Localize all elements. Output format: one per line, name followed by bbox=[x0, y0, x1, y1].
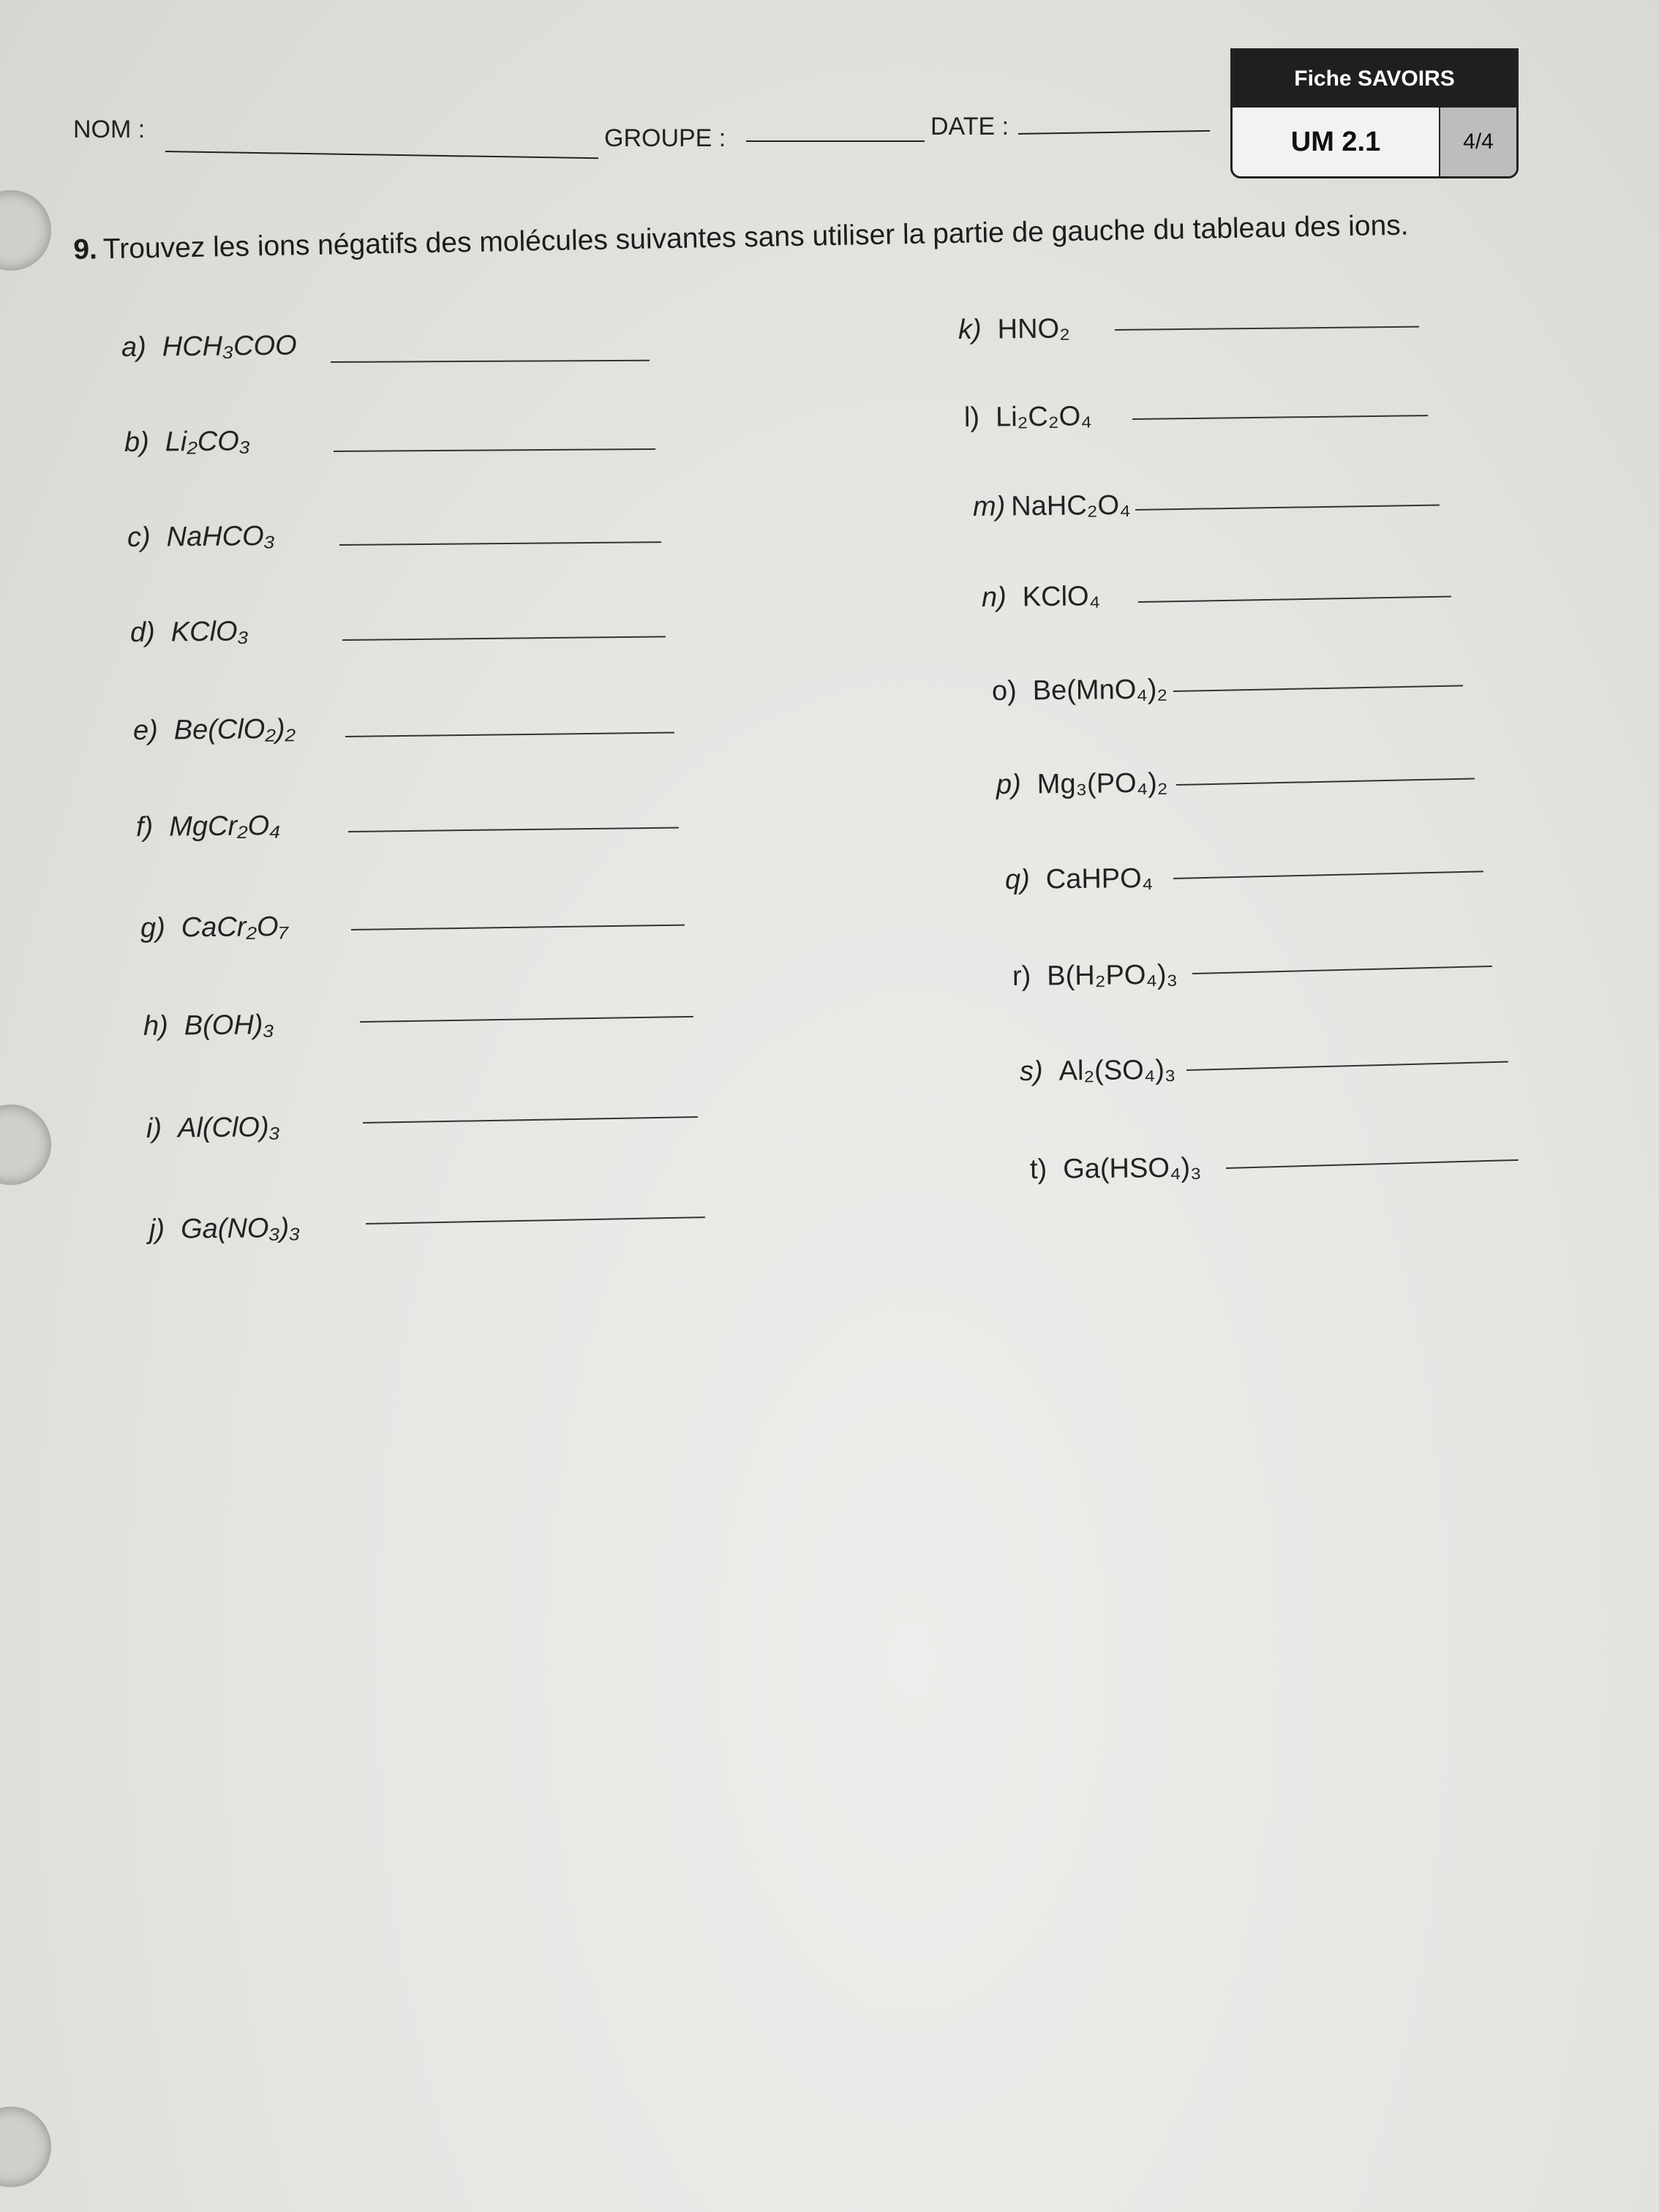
item-label: m) bbox=[972, 491, 1006, 522]
item-label: p) bbox=[996, 769, 1022, 800]
item-formula: Al₂(SO₄)₃ bbox=[1058, 1054, 1176, 1087]
answer-line-f[interactable] bbox=[348, 827, 679, 832]
item-e bbox=[133, 714, 296, 747]
item-c bbox=[127, 521, 275, 554]
item-label: h) bbox=[143, 1010, 169, 1042]
answer-line-g[interactable] bbox=[351, 925, 685, 930]
item-formula: Al(ClO)₃ bbox=[177, 1112, 280, 1144]
answer-line-c[interactable] bbox=[339, 541, 661, 546]
item-m bbox=[973, 490, 1131, 523]
answer-line-j[interactable] bbox=[366, 1216, 705, 1224]
answer-line-h[interactable] bbox=[360, 1016, 693, 1023]
item-label: s) bbox=[1019, 1056, 1043, 1087]
answer-line-k[interactable] bbox=[1115, 326, 1419, 331]
item-label: j) bbox=[148, 1214, 165, 1245]
item-o bbox=[992, 674, 1168, 707]
item-formula: Be(ClO₂)₂ bbox=[173, 713, 296, 746]
answer-line-o[interactable] bbox=[1173, 685, 1463, 692]
item-label: n) bbox=[981, 582, 1007, 613]
item-formula: Li₂CO₃ bbox=[165, 426, 251, 458]
item-h bbox=[143, 1009, 274, 1042]
item-formula: Be(MnO₄)₂ bbox=[1032, 674, 1168, 707]
answer-line-d[interactable] bbox=[342, 636, 666, 641]
badge-page: 4/4 bbox=[1439, 108, 1516, 176]
item-label: e) bbox=[132, 715, 159, 746]
item-formula: B(OH)₃ bbox=[184, 1009, 274, 1042]
binder-hole-top bbox=[0, 190, 51, 271]
item-t bbox=[1030, 1153, 1202, 1186]
badge-code: UM 2.1 bbox=[1290, 126, 1381, 157]
item-label: c) bbox=[127, 522, 151, 553]
item-formula: HCH₃COO bbox=[162, 330, 297, 363]
item-label: d) bbox=[129, 617, 156, 648]
item-formula: HNO₂ bbox=[997, 313, 1071, 345]
answer-line-r[interactable] bbox=[1192, 966, 1492, 974]
answer-line-n[interactable] bbox=[1138, 596, 1451, 603]
item-n bbox=[982, 581, 1101, 614]
item-label: q) bbox=[1004, 864, 1031, 895]
item-formula: Li₂C₂O₄ bbox=[995, 401, 1092, 433]
item-a bbox=[121, 330, 297, 364]
answer-line-b[interactable] bbox=[334, 448, 655, 452]
date-line[interactable] bbox=[1018, 130, 1210, 135]
item-formula: Ga(NO₃)₃ bbox=[180, 1212, 301, 1245]
question-number: 9. bbox=[73, 233, 98, 266]
item-label: k) bbox=[958, 314, 982, 345]
groupe-line[interactable] bbox=[746, 140, 925, 142]
item-label: o) bbox=[991, 675, 1017, 707]
answer-line-i[interactable] bbox=[363, 1116, 698, 1124]
item-g bbox=[140, 911, 288, 944]
question-text: Trouvez les ions négatifs des molécules suivantes sans utiliser la partie de gauche du tableau des ions. bbox=[102, 209, 1409, 266]
item-label: i) bbox=[146, 1113, 162, 1144]
item-label: r) bbox=[1012, 960, 1031, 992]
nom-label: NOM : bbox=[73, 116, 146, 143]
item-k bbox=[958, 313, 1070, 346]
item-formula: NaHC₂O₄ bbox=[1011, 489, 1131, 522]
groupe-label: GROUPE : bbox=[604, 124, 726, 152]
item-j bbox=[149, 1213, 301, 1246]
item-b bbox=[124, 426, 250, 459]
badge-bottom bbox=[1233, 108, 1516, 176]
answer-line-t[interactable] bbox=[1226, 1159, 1519, 1169]
item-formula: KClO₄ bbox=[1022, 581, 1101, 613]
answer-line-q[interactable] bbox=[1173, 870, 1483, 879]
item-p bbox=[996, 768, 1168, 801]
item-label: a) bbox=[121, 331, 147, 363]
answer-line-a[interactable] bbox=[331, 360, 650, 363]
date-label: DATE : bbox=[930, 113, 1009, 140]
binder-hole-bottom bbox=[0, 2107, 51, 2187]
answer-line-p[interactable] bbox=[1176, 778, 1475, 786]
answer-line-s[interactable] bbox=[1186, 1061, 1508, 1071]
item-label: f) bbox=[135, 811, 154, 843]
item-formula: Ga(HSO₄)₃ bbox=[1062, 1152, 1202, 1185]
nom-line[interactable] bbox=[165, 151, 598, 159]
answer-line-m[interactable] bbox=[1135, 504, 1440, 511]
badge-title: Fiche SAVOIRS bbox=[1233, 50, 1516, 108]
answer-line-l[interactable] bbox=[1132, 415, 1428, 420]
item-formula: MgCr₂O₄ bbox=[168, 810, 281, 843]
item-label: l) bbox=[963, 402, 980, 433]
answer-line-e[interactable] bbox=[345, 732, 674, 737]
item-l bbox=[964, 401, 1092, 434]
item-formula: CaHPO₄ bbox=[1045, 862, 1154, 895]
item-formula: KClO₃ bbox=[170, 616, 249, 648]
item-label: b) bbox=[124, 426, 150, 458]
item-label: t) bbox=[1029, 1154, 1047, 1185]
item-formula: B(H₂PO₄)₃ bbox=[1047, 959, 1178, 992]
item-d bbox=[130, 616, 249, 649]
question-9 bbox=[73, 207, 1536, 266]
item-f bbox=[136, 810, 281, 843]
item-i bbox=[146, 1112, 280, 1145]
item-label: g) bbox=[140, 912, 166, 944]
fiche-badge bbox=[1230, 48, 1519, 178]
binder-hole-middle bbox=[0, 1105, 51, 1185]
item-formula: Mg₃(PO₄)₂ bbox=[1037, 767, 1168, 800]
item-s bbox=[1020, 1055, 1176, 1088]
item-formula: CaCr₂O₇ bbox=[181, 911, 289, 944]
item-r bbox=[1012, 960, 1178, 993]
item-formula: NaHCO₃ bbox=[166, 520, 275, 553]
item-q bbox=[1005, 863, 1154, 896]
